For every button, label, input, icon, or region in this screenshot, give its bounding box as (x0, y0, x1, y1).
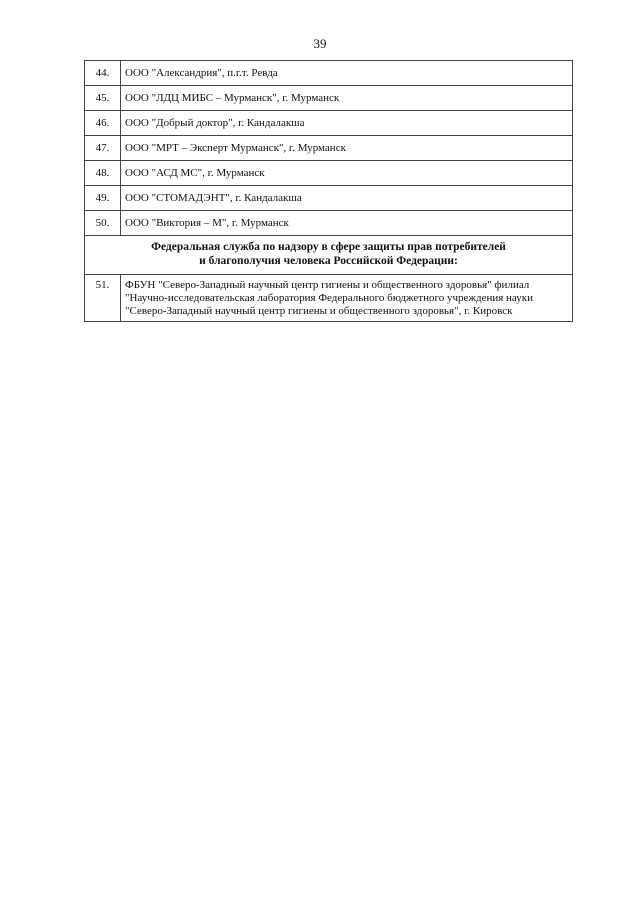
table-row (85, 211, 573, 236)
section-heading-line: и благополучия человека Российской Федерации: (199, 255, 458, 267)
registry-table (84, 60, 573, 322)
organization-name-line: "Северо-Западный научный центр гигиены и общественного здоровья", г. Кировск (125, 305, 513, 317)
organization-name: ООО "АСД МС", г. Мурманск (121, 161, 573, 186)
organization-name: ООО "Добрый доктор", г. Кандалакша (121, 111, 573, 136)
organization-name: ООО "МРТ – Эксперт Мурманск", г. Мурманск (121, 136, 573, 161)
section-heading-row (85, 236, 573, 275)
table-row (85, 61, 573, 86)
row-number: 44. (85, 61, 121, 86)
table-row (85, 136, 573, 161)
section-heading-line: Федеральная служба по надзору в сфере защиты прав потребителей (151, 241, 506, 253)
row-number: 47. (85, 136, 121, 161)
row-number: 46. (85, 111, 121, 136)
row-number: 50. (85, 211, 121, 236)
row-number: 48. (85, 161, 121, 186)
organization-name-line: ФБУН "Северо-Западный научный центр гигиены и общественного здоровья" филиал (125, 279, 530, 291)
organization-name (121, 275, 573, 322)
section-heading (85, 236, 573, 275)
table-row (85, 86, 573, 111)
organization-name-line: "Научно-исследовательская лаборатория Федерального бюджетного учреждения науки (125, 292, 533, 304)
row-number: 49. (85, 186, 121, 211)
organization-name: ООО "Виктория – М", г. Мурманск (121, 211, 573, 236)
organization-name: ООО "ЛДЦ МИБС – Мурманск", г. Мурманск (121, 86, 573, 111)
table-row (85, 275, 573, 322)
organization-name: ООО "СТОМАДЭНТ", г. Кандалакша (121, 186, 573, 211)
row-number: 51. (85, 275, 121, 322)
organization-name: ООО "Александрия", п.г.т. Ревда (121, 61, 573, 86)
table-row (85, 161, 573, 186)
page-number: 39 (313, 36, 327, 51)
row-number: 45. (85, 86, 121, 111)
table-row (85, 111, 573, 136)
table-row (85, 186, 573, 211)
